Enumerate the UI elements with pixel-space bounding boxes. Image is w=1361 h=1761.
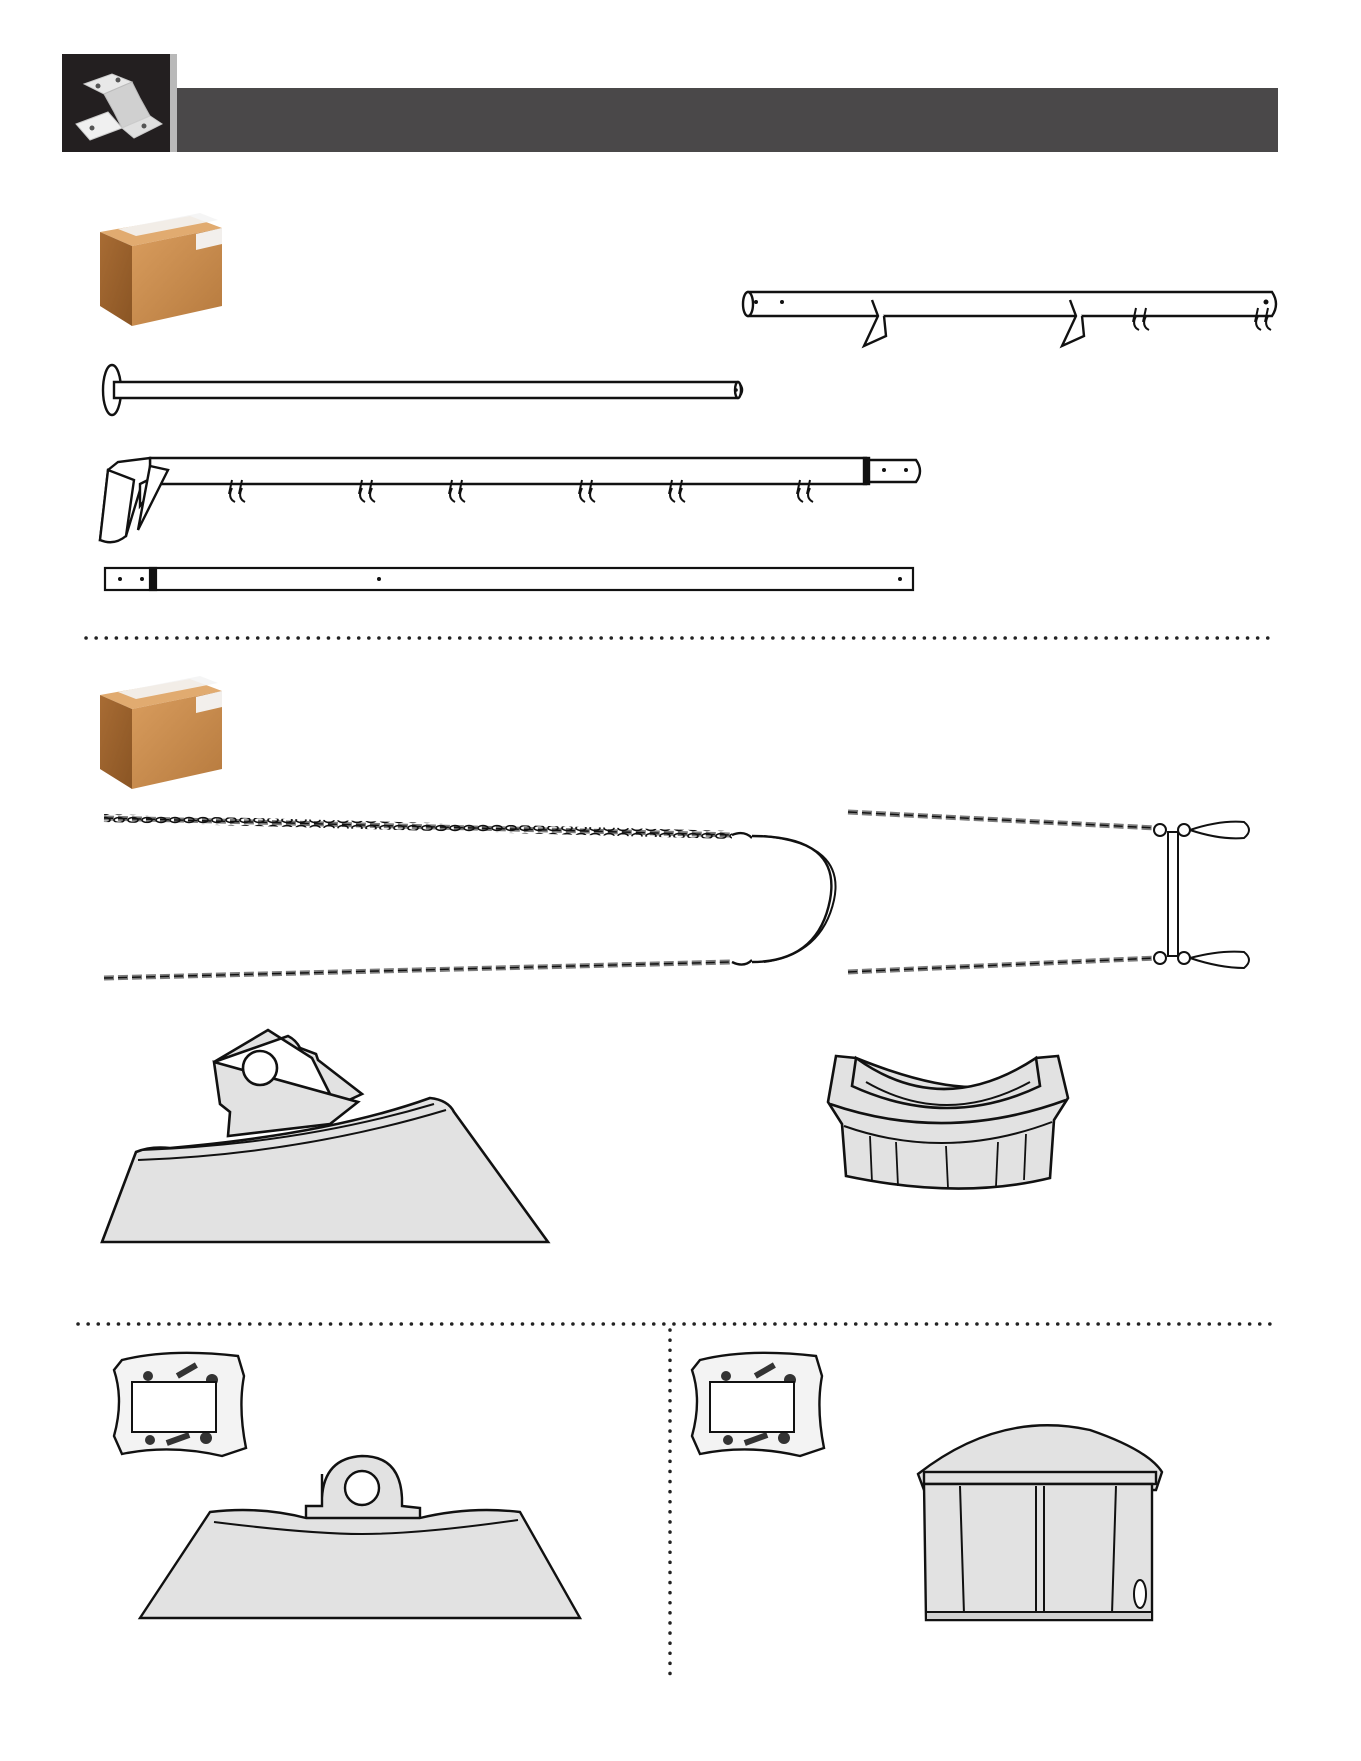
bracket-icon [76, 74, 162, 140]
bucket-seat-front-view [918, 1425, 1162, 1620]
bucket-seat [828, 1056, 1068, 1189]
seat-front-view [140, 1456, 580, 1618]
belt-swing-with-chains [104, 818, 836, 978]
ground-stake-pole [103, 365, 742, 415]
hardware-bag-icon [692, 1353, 824, 1456]
long-beam-with-brackets [743, 292, 1276, 346]
leg-tube-with-clamps [100, 458, 920, 542]
flat-rail [105, 568, 913, 590]
cardboard-box-icon [100, 213, 222, 326]
trapeze-bar-with-chains [848, 812, 1249, 972]
side-glider-seat [102, 1030, 548, 1242]
cardboard-box-icon [100, 676, 222, 789]
hardware-bag-icon [114, 1353, 246, 1456]
